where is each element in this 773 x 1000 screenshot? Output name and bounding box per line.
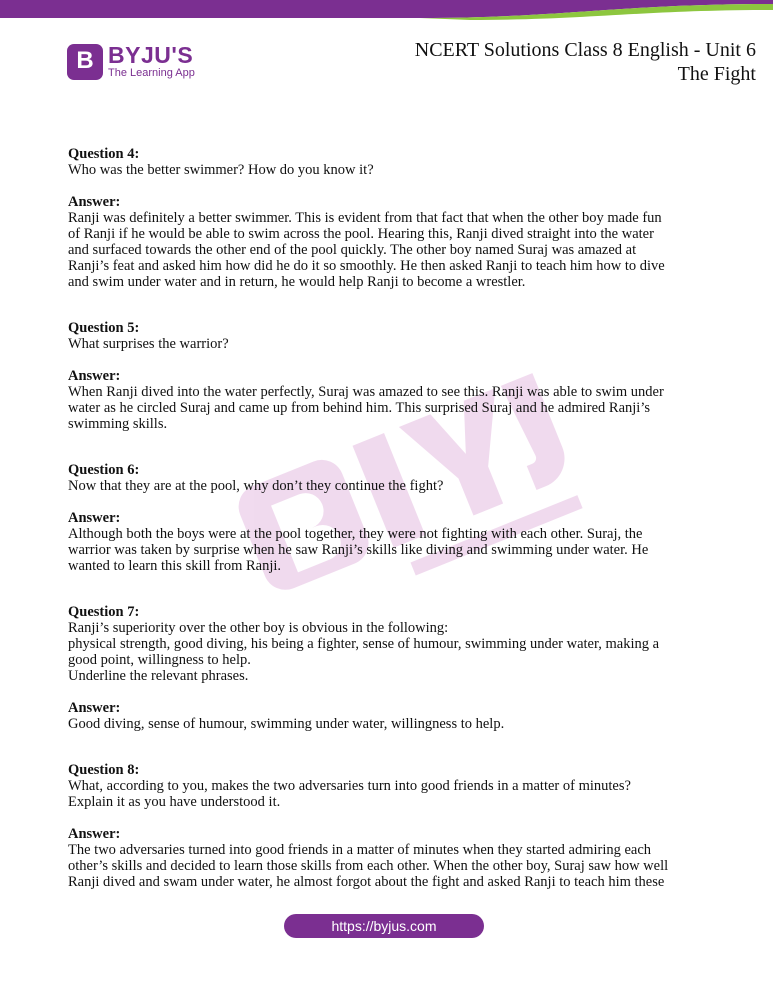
question-text-line: Explain it as you have understood it. [68, 794, 281, 810]
question-label: Question 6: [68, 462, 140, 478]
answer-text-line: and swim under water and in return, he would help Ranji to become a wrestler. [68, 274, 526, 290]
header-title-line2: The Fight [677, 63, 756, 85]
question-text-line: physical strength, good diving, his being a fighter, sense of humour, swimming under water, making a [68, 636, 660, 652]
qa-item [68, 320, 708, 432]
question-text-line: good point, willingness to help. [68, 652, 251, 668]
answer-text-line: Although both the boys were at the pool together, they were not fighting with each other. Suraj, the [68, 526, 643, 542]
footer-url-link[interactable]: https://byjus.com [284, 914, 484, 938]
qa-item [68, 762, 708, 890]
qa-item [68, 146, 708, 290]
answer-text-line: water as he circled Suraj and came up from behind him. This surprised Suraj and he admired Ranji’s [68, 400, 650, 416]
answer-text-line: Ranji was definitely a better swimmer. This is evident from that fact that when the other boy made fun [68, 210, 662, 226]
question-label: Question 8: [68, 762, 140, 778]
answer-label: Answer: [68, 510, 121, 526]
byjus-logo [67, 44, 195, 80]
logo-tagline: The Learning App [108, 67, 195, 79]
answer-text-line: warrior was taken by surprise when he saw Ranji’s skills like diving and swimming under water. He [68, 542, 649, 558]
top-band-graphic [0, 0, 773, 20]
question-text-line: Who was the better swimmer? How do you know it? [68, 162, 374, 178]
qa-item [68, 604, 708, 732]
answer-text-line: Ranji’s feat and asked him how did he do it so smoothly. He then asked Ranji to teach him how to dive [68, 258, 665, 274]
question-text-line: What, according to you, makes the two adversaries turn into good friends in a matter of minutes? [68, 778, 631, 794]
answer-text-line: Ranji dived and swam under water, he almost forgot about the fight and asked Ranji to teach him these [68, 874, 665, 890]
byjus-logo-icon [67, 44, 103, 80]
answer-text-line: of Ranji if he would be able to swim across the pool. Hearing this, Ranji dived straight into the water [68, 226, 654, 242]
question-label: Question 7: [68, 604, 140, 620]
answer-text-line: wanted to learn this skill from Ranji. [68, 558, 282, 574]
answer-text-line: Good diving, sense of humour, swimming under water, willingness to help. [68, 716, 505, 732]
answer-text-line: swimming skills. [68, 416, 168, 432]
answer-label: Answer: [68, 194, 121, 210]
answer-text-line: other’s skills and decided to learn those skills from each other. When the other boy, Suraj saw how well [68, 858, 669, 874]
qa-item [68, 462, 708, 574]
answer-label: Answer: [68, 368, 121, 384]
question-text-line: Ranji’s superiority over the other boy is obvious in the following: [68, 620, 449, 636]
logo-brand-name: BYJU'S [108, 42, 194, 68]
header-title-line1: NCERT Solutions Class 8 English - Unit 6 [414, 39, 756, 61]
answer-label: Answer: [68, 826, 121, 842]
question-label: Question 4: [68, 146, 140, 162]
question-text-line: Underline the relevant phrases. [68, 668, 249, 684]
top-decorative-band [0, 0, 773, 20]
page-header-title [415, 38, 756, 86]
answer-text-line: and surfaced towards the other end of the pool quickly. The other boy named Suraj was amazed at [68, 242, 637, 258]
question-text-line: Now that they are at the pool, why don’t they continue the fight? [68, 478, 444, 494]
answer-text-line: When Ranji dived into the water perfectly, Suraj was amazed to see this. Ranji was able to swim under [68, 384, 664, 400]
qa-content [68, 146, 708, 920]
question-label: Question 5: [68, 320, 140, 336]
question-text-line: What surprises the warrior? [68, 336, 229, 352]
answer-label: Answer: [68, 700, 121, 716]
answer-text-line: The two adversaries turned into good friends in a matter of minutes when they started admiring each [68, 842, 652, 858]
